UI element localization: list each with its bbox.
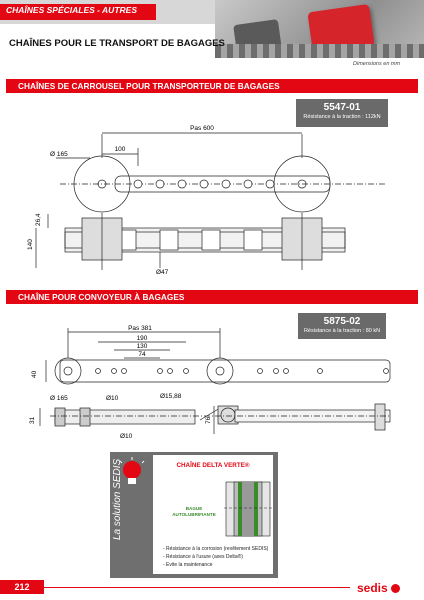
resistance-text: Résistance à la traction : 112kN <box>303 114 381 120</box>
delta-title: CHAÎNE DELTA VERTE® <box>176 462 250 469</box>
dim-diameter: Ø 165 <box>50 151 68 158</box>
dim-40: 40 <box>31 370 38 378</box>
footer-divider <box>44 587 350 588</box>
dim-130: 130 <box>136 343 148 350</box>
logo-icon <box>391 584 400 593</box>
bushing-diagram <box>224 480 272 538</box>
convoyeur-chain-drawing <box>20 322 410 447</box>
sedis-logo: sedis <box>357 581 400 595</box>
page-title: CHAÎNES POUR LE TRANSPORT DE BAGAGES <box>9 38 225 49</box>
section-title: CHAÎNE POUR CONVOYEUR À BAGAGES <box>18 292 185 302</box>
dim-31: 31 <box>29 416 36 424</box>
section-bar-convoyeur <box>6 290 418 304</box>
category-label: CHAÎNES SPÉCIALES - AUTRES <box>6 5 137 15</box>
dim-76: 76 <box>205 416 212 424</box>
dimensions-note: Dimensions en mm <box>353 61 401 67</box>
reference-code: 5547-01 <box>323 102 361 113</box>
dim-47: Ø47 <box>156 269 169 276</box>
solution-label: La solution SEDIS <box>112 458 123 540</box>
bague-label: BAGUE AUTOLUBRIFIANTE <box>172 506 216 517</box>
section-title: CHAÎNES DE CARROUSEL POUR TRANSPORTEUR DE BAGAGES <box>18 81 280 91</box>
dim-26: 26,4 <box>35 213 42 226</box>
dim-diameter: Ø 165 <box>50 395 68 402</box>
dim-140: 140 <box>27 239 34 250</box>
dim-74: 74 <box>138 351 146 358</box>
dim-10: Ø10 <box>106 395 119 402</box>
conveyor-image <box>215 44 424 58</box>
dim-15: Ø15,88 <box>160 393 182 400</box>
feature-item: - Résistance à l'usure (axes Delta®) <box>163 554 243 560</box>
reference-code: 5875-02 <box>323 316 361 327</box>
feature-item: - Résistance à la corrosion (revêtement SEDIS) <box>163 546 269 552</box>
dim-pitch: Pas 600 <box>190 125 214 132</box>
dim-100: 100 <box>114 146 126 153</box>
carrousel-chain-drawing <box>20 118 410 278</box>
resistance-text: Résistance à la traction : 80 kN <box>303 328 381 334</box>
feature-item: - Evite la maintenance <box>163 562 213 568</box>
luggage-photo <box>215 0 424 58</box>
dim-pitch: Pas 381 <box>128 325 152 332</box>
section-bar-carrousel <box>6 79 418 93</box>
dim-10b: Ø10 <box>120 433 133 440</box>
dim-190: 190 <box>136 335 148 342</box>
page-number: 212 <box>0 580 44 594</box>
